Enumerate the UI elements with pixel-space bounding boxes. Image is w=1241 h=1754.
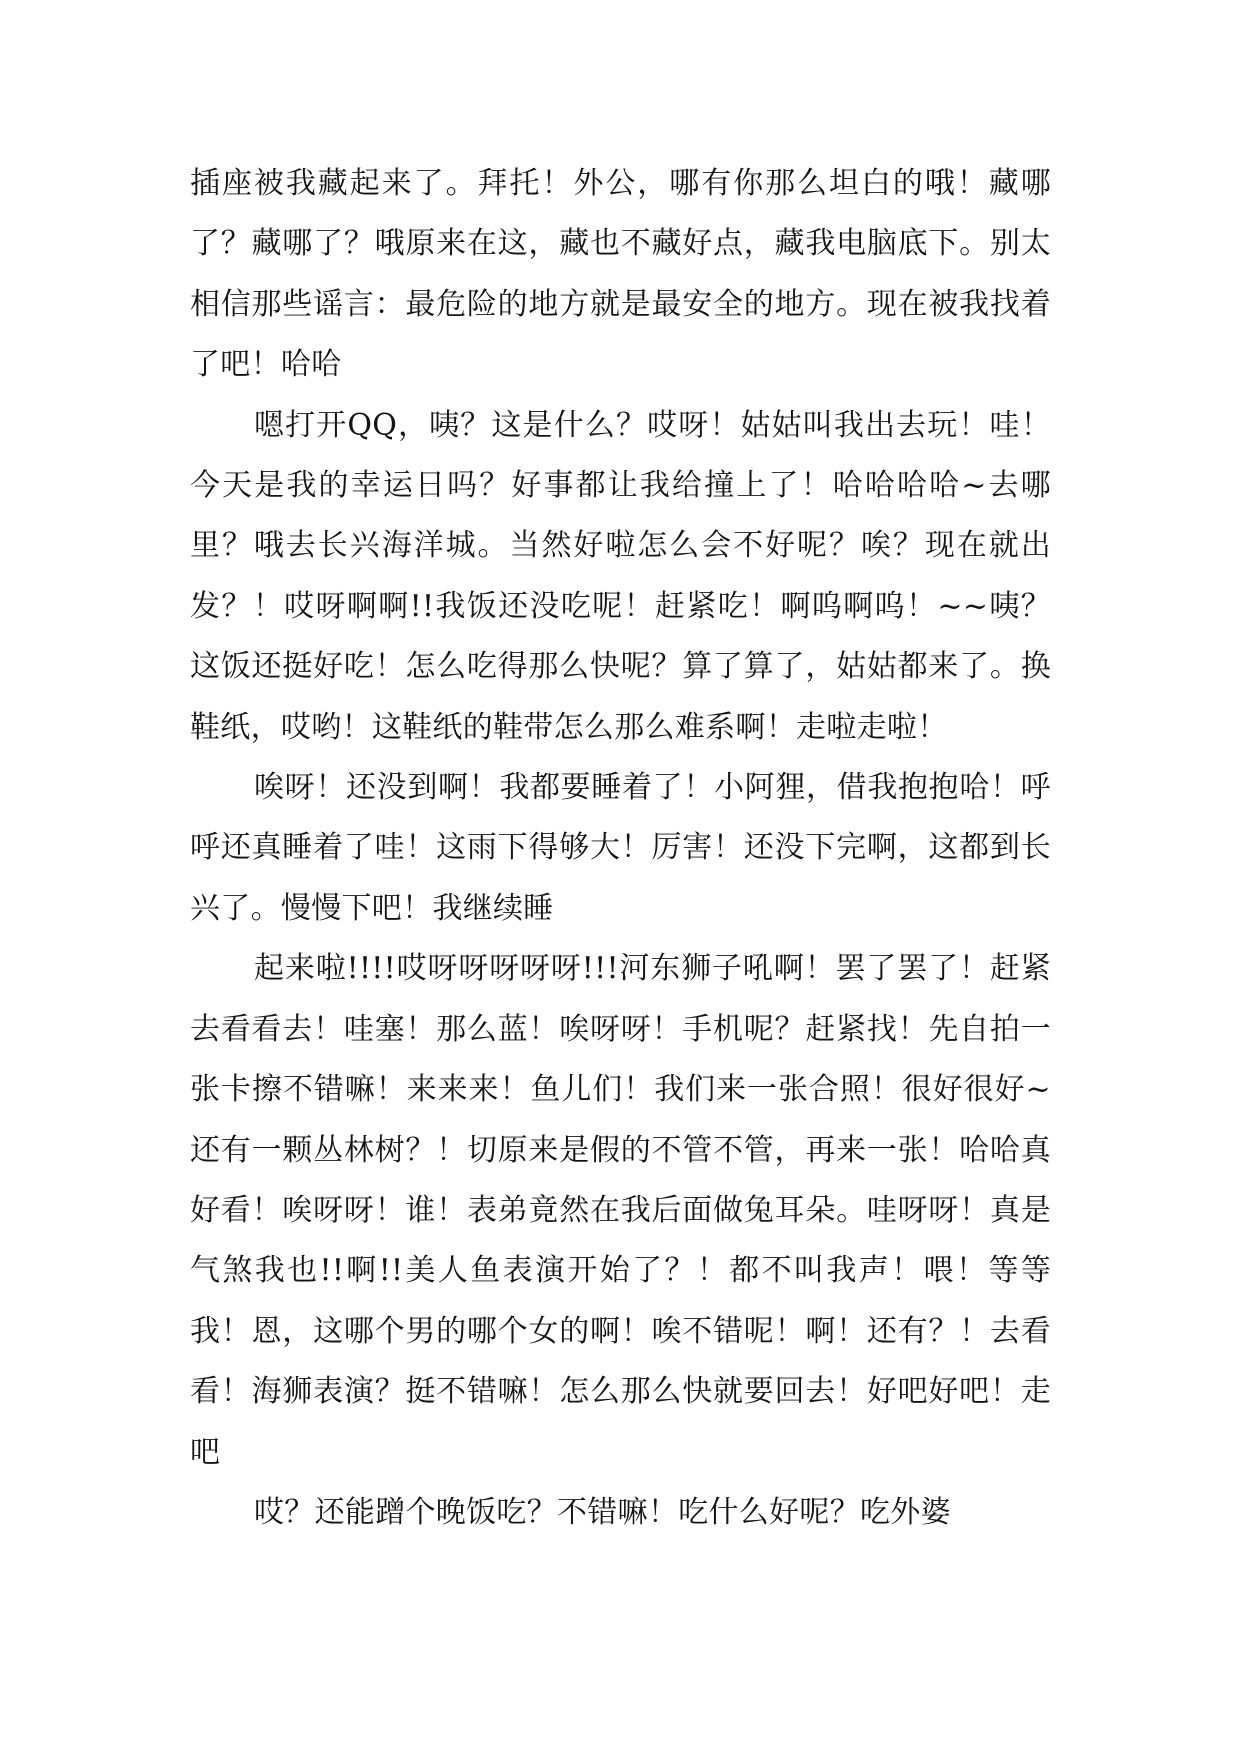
- document-body: [190, 154, 1051, 1543]
- paragraph-3: 唉呀！还没到啊！我都要睡着了！小阿狸，借我抱抱哈！呼呼还真睡着了哇！这雨下得够大！厉害！还没下完啊，这都到长兴了。慢慢下吧！我继续睡: [190, 770, 1051, 926]
- paragraph-5: 哎？还能蹭个晚饭吃？不错嘛！吃什么好呢？吃外婆: [254, 1494, 951, 1530]
- paragraph-2: 嗯打开QQ，咦？这是什么？哎呀！姑姑叫我出去玩！哇！今天是我的幸运日吗？好事都让我给撞上了！哈哈哈哈~去哪里？哦去长兴海洋城。当然好啦怎么会不好呢？唉？现在就出发？！哎呀啊啊!!我饭还没吃呢！赶紧吃！啊呜啊呜！~~咦？这饭还挺好吃！怎么吃得那么快呢？算了算了，姑姑都来了。换鞋纸，哎哟！这鞋纸的鞋带怎么那么难系啊！走啦走啦！: [190, 407, 1051, 745]
- paragraph-1: 插座被我藏起来了。拜托！外公，哪有你那么坦白的哦！藏哪了？藏哪了？哦原来在这，藏也不藏好点，藏我电脑底下。别太相信那些谣言：最危险的地方就是最安全的地方。现在被我找着了吧！哈哈: [190, 166, 1051, 383]
- paragraph-4: 起来啦!!!!哎呀呀呀呀呀!!!河东狮子吼啊！罢了罢了！赶紧去看看去！哇塞！那么蓝！唉呀呀！手机呢？赶紧找！先自拍一张卡擦不错嘛！来来来！鱼儿们！我们来一张合照！很好很好~还有一颗丛林树？！切原来是假的不管不管，再来一张！哈哈真好看！唉呀呀！谁！表弟竟然在我后面做兔耳朵。哇呀呀！真是气煞我也!!啊!!美人鱼表演开始了？！都不叫我声！喂！等等我！恩，这哪个男的哪个女的啊！唉不错呢！啊！还有？！去看看！海狮表演？挺不错嘛！怎么那么快就要回去！好吧好吧！走吧: [190, 951, 1051, 1470]
